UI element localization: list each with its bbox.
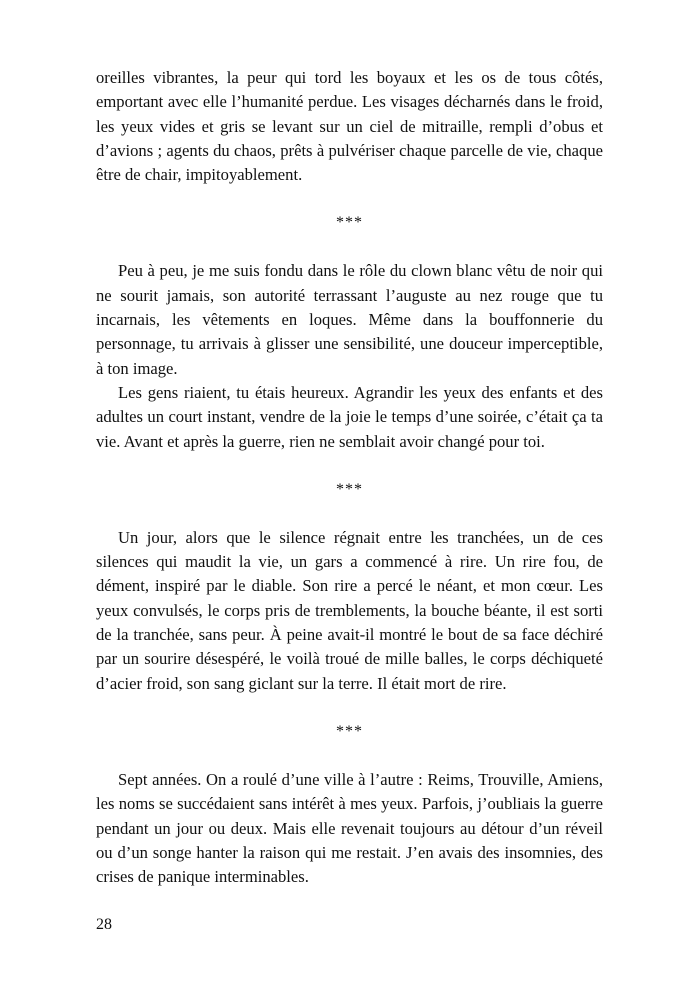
paragraph-5: Sept années. On a roulé d’une ville à l’autre : Reims, Trouville, Amiens, les noms se succédaient sans intérêt à mes yeux. Parfois, j’oubliais la guerre pendant un jour ou deux. Mais elle revenait toujours au détour d’un réveil ou d’un songe hanter la raison qui me restait. J’en avais des insomnies, des crises de panique interminables.	[96, 769, 603, 887]
page-number: 28	[96, 916, 112, 933]
paragraph-4: Un jour, alors que le silence régnait entre les tranchées, un de ces silences qui maudit la vie, un gars a commencé à rire. Un rire fou, de dément, inspiré par le diable. Son rire a percé le néant, et mon cœur. Les yeux convulsés, le corps pris de tremblements, la bouche béante, il est sorti de la tranchée, sans peur. À peine avait-il montré le bout de sa face déchiré par un sourire désespéré, le voilà troué de mille balles, le corps déchiqueté d’acier froid, son sang giclant sur la terre. Il était mort de rire.	[96, 527, 603, 693]
paragraph-2: Peu à peu, je me suis fondu dans le rôle du clown blanc vêtu de noir qui ne sourit jamais, son autorité terrassant l’auguste au nez rouge que tu incarnais, les vêtements en loques. Même dans la bouffonnerie du personnage, tu arrivais à glisser une sensibilité, une douceur imperceptible, à ton image.	[96, 261, 603, 378]
section-separator-2: ***	[336, 480, 363, 498]
section-separator-1: ***	[336, 214, 363, 232]
paragraph-3: Les gens riaient, tu étais heureux. Agrandir les yeux des enfants et des adultes un court instant, vendre de la joie le temps d’une soirée, c’était ça ta vie. Avant et après la guerre, rien ne semblait avoir changé pour toi.	[96, 382, 603, 451]
paragraph-1: oreilles vibrantes, la peur qui tord les boyaux et les os de tous côtés, emportant avec elle l’humanité perdue. Les visages décharnés dans le froid, les yeux vides et gris se levant sur un ciel de mitraille, rempli d’obus et d’avions ; agents du chaos, prêts à pulvériser chaque parcelle de vie, chaque être de chair, impitoyablement.	[96, 68, 603, 185]
page-body	[96, 66, 603, 889]
section-separator-3: ***	[336, 722, 363, 740]
